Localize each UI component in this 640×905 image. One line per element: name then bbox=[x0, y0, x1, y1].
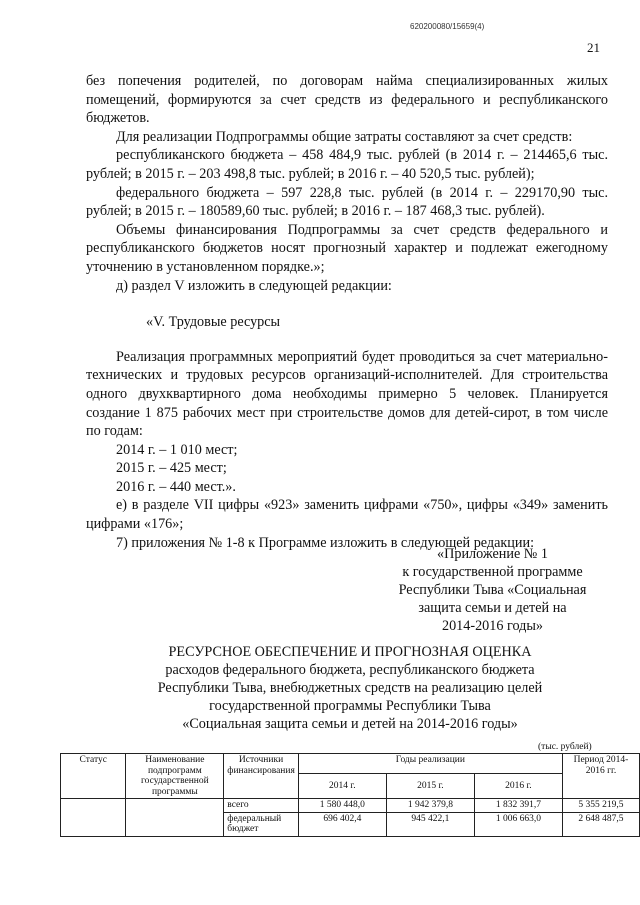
paragraph-section-d: д) раздел V изложить в следующей редакции: bbox=[116, 277, 392, 294]
resource-title-line: РЕСУРСНОЕ ОБЕСПЕЧЕНИЕ И ПРОГНОЗНАЯ ОЦЕНКА bbox=[168, 644, 532, 660]
resource-title-line: «Социальная защита семьи и детей на 2014-2016 годы» bbox=[182, 716, 518, 732]
value-cell: 2 648 487,5 bbox=[562, 812, 639, 836]
jobs-2014: 2014 г. – 1 010 мест; bbox=[116, 441, 238, 458]
jobs-2016: 2016 г. – 440 мест.». bbox=[116, 478, 236, 495]
paragraph-appendices: 7) приложения № 1-8 к Программе изложить в следующей редакции: bbox=[116, 534, 535, 551]
header-status: Статус bbox=[61, 754, 126, 799]
header-years: Годы реализации bbox=[298, 754, 562, 774]
document-code: 620200080/15659(4) bbox=[410, 22, 485, 31]
section-heading: «V. Трудовые ресурсы bbox=[146, 314, 281, 331]
resource-title bbox=[100, 643, 600, 733]
paragraph-republican-budget: республиканского бюджета – 458 484,9 тыс. рублей (в 2014 г. – 214465,6 тыс. рублей; в 2015 г. – 203 498,8 тыс. рублей; в 2016 г. – 40 520,5 тыс. рублей); bbox=[86, 147, 608, 182]
value-cell: 1 942 379,8 bbox=[386, 799, 474, 813]
document-body bbox=[86, 72, 608, 552]
paragraph-2: Для реализации Подпрограммы общие затраты составляют за счет средств: bbox=[116, 128, 573, 145]
appendix-line: Республики Тыва «Социальная bbox=[398, 582, 587, 598]
appendix-line: 2014-2016 годы» bbox=[441, 618, 544, 634]
paragraph-section-e: е) в разделе VII цифры «923» заменить цифрами «750», цифры «349» заменить цифрами «176»; bbox=[86, 497, 608, 533]
header-sources: Источники финансирования bbox=[224, 754, 299, 799]
value-cell: 1 006 663,0 bbox=[474, 812, 562, 836]
appendix-heading bbox=[380, 545, 605, 635]
header-2015: 2015 г. bbox=[386, 774, 474, 799]
resource-table bbox=[60, 753, 640, 837]
header-2014: 2014 г. bbox=[298, 774, 386, 799]
table-row bbox=[61, 799, 640, 813]
appendix-line: к государственной программе bbox=[402, 564, 583, 580]
resource-title-line: государственной программы Республики Тыва bbox=[209, 698, 491, 714]
table-units: (тыс. рублей) bbox=[538, 742, 592, 752]
value-cell: 696 402,4 bbox=[298, 812, 386, 836]
value-cell: 5 355 219,5 bbox=[562, 799, 639, 813]
paragraph-federal-budget: федерального бюджета – 597 228,8 тыс. рублей (в 2014 г. – 229170,90 тыс. рублей; в 2015 г. – 180589,60 тыс. рублей; в 2016 г. – 187 468,3 тыс. рублей). bbox=[86, 184, 608, 220]
source-cell: федеральный бюджет bbox=[224, 812, 299, 836]
paragraph-labor-resources: Реализация программных мероприятий будет проводиться за счет материально-технических и трудовых ресурсов организаций-исполнителей. Для строительства одного двухквартирного дома необходимы примерно 5 человек. Планируется создание 1 875 рабочих мест при строительстве домов для детей-сирот, в том числе по годам: bbox=[86, 348, 608, 440]
header-subprogram: Наименование подпрограмм государственной программы bbox=[126, 754, 224, 799]
jobs-2015: 2015 г. – 425 мест; bbox=[116, 460, 227, 477]
source-cell: всего bbox=[224, 799, 299, 813]
value-cell: 1 832 391,7 bbox=[474, 799, 562, 813]
appendix-line: защита семьи и детей на bbox=[418, 600, 567, 616]
status-cell bbox=[61, 799, 126, 837]
subprogram-cell bbox=[126, 799, 224, 837]
appendix-line: «Приложение № 1 bbox=[437, 546, 548, 562]
resource-title-line: Республики Тыва, внебюджетных средств на реализацию целей bbox=[157, 680, 543, 696]
value-cell: 1 580 448,0 bbox=[298, 799, 386, 813]
value-cell: 945 422,1 bbox=[386, 812, 474, 836]
resource-title-line: расходов федерального бюджета, республиканского бюджета bbox=[165, 662, 535, 678]
header-period: Период 2014-2016 гг. bbox=[562, 754, 639, 799]
header-2016: 2016 г. bbox=[474, 774, 562, 799]
table-header-row bbox=[61, 754, 640, 774]
paragraph-1: без попечения родителей, по договорам найма специализированных жилых помещений, формируются за счет средств из федерального и республиканского бюджетов. bbox=[86, 73, 608, 127]
paragraph-forecast-note: Объемы финансирования Подпрограммы за счет средств федерального и республиканского бюджетов носят прогнозный характер и подлежат ежегодному уточнению в установленном порядке.»; bbox=[86, 221, 608, 275]
page-number: 21 bbox=[587, 40, 600, 55]
